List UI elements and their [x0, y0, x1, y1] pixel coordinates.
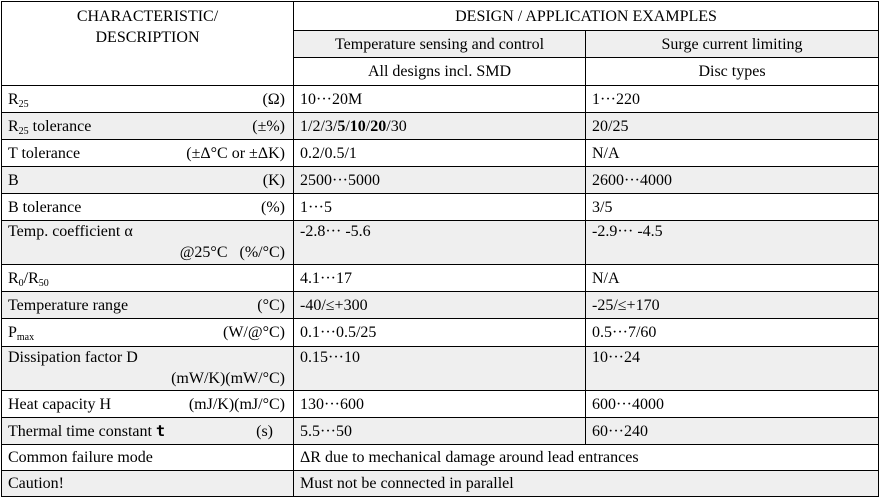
unit: (K)	[262, 171, 285, 189]
value-col2: 1···220	[586, 86, 879, 113]
label-rest: tolerance	[28, 117, 92, 135]
row-caution	[2, 471, 879, 497]
label-r0-r50	[2, 265, 294, 292]
value-col2: -2.9··· -4.5	[586, 221, 879, 265]
unit: (±%)	[252, 117, 285, 135]
col2-subtitle: Disc types	[586, 58, 879, 86]
value-col1: 4.1···17	[294, 265, 586, 292]
value-col1: 0.15···10	[294, 347, 586, 391]
label-text: Temp. coefficient α	[8, 223, 133, 240]
value-col1: 2500···5000	[294, 167, 586, 194]
value-col2: 3/5	[586, 194, 879, 221]
value-col2: 600···4000	[586, 391, 879, 418]
value-col1: 5.5···50	[294, 418, 586, 445]
value-col2: -25/≤+170	[586, 292, 879, 319]
col1-title: Temperature sensing and control	[294, 31, 586, 58]
label-t-tolerance	[2, 140, 294, 167]
value-col2: 60···240	[586, 418, 879, 445]
row-temp-coefficient	[2, 221, 879, 265]
unit: (W/@°C)	[222, 324, 285, 341]
characteristic-header-line1: CHARACTERISTIC/	[76, 8, 219, 25]
unit: (mW/K)(mW/°C)	[171, 370, 285, 387]
row-temperature-range	[2, 292, 879, 319]
value-col1: 0.2/0.5/1	[294, 140, 586, 167]
value-part: /	[345, 117, 350, 135]
value-col2: N/A	[586, 140, 879, 167]
label-b	[2, 167, 294, 194]
row-dissipation-factor	[2, 347, 879, 391]
label-subscript: 50	[38, 277, 49, 289]
col2-title: Surge current limiting	[586, 31, 879, 58]
tau-symbol: t	[155, 421, 165, 440]
row-thermal-time-constant	[2, 418, 879, 445]
label-subscript: 25	[18, 125, 29, 137]
value-part-bold: 10	[349, 117, 366, 135]
label-pmax	[2, 319, 294, 347]
label-text: T tolerance	[8, 144, 81, 162]
value-col1: 130···600	[294, 391, 586, 418]
label-text: Thermal time constant	[8, 422, 156, 440]
value-col1: 10···20M	[294, 86, 586, 113]
unit: (°C)	[257, 296, 285, 314]
label-text: Temperature range	[8, 296, 129, 314]
value-col1: -40/≤+300	[294, 292, 586, 319]
value-col1: 1···5	[294, 194, 586, 221]
row-b-tolerance	[2, 194, 879, 221]
value-part-bold: 5	[337, 117, 346, 135]
value-col2: N/A	[586, 265, 879, 292]
unit: (Ω)	[262, 90, 285, 108]
value-part: /30	[386, 117, 407, 135]
characteristic-header	[2, 2, 294, 86]
value-failure-mode: ΔR due to mechanical damage around lead entrances	[294, 445, 879, 471]
label-text: R	[8, 269, 19, 287]
label-heat-capacity	[2, 391, 294, 418]
unit: (%)	[261, 198, 285, 216]
value-col1: -2.8··· -5.6	[294, 221, 586, 265]
design-header: DESIGN / APPLICATION EXAMPLES	[294, 2, 879, 31]
row-pmax	[2, 319, 879, 347]
label-text: R	[8, 90, 19, 108]
col1-subtitle: All designs incl. SMD	[294, 58, 586, 86]
unit: (s)	[256, 422, 273, 440]
label-text: B	[8, 171, 19, 189]
label-failure-mode: Common failure mode	[2, 445, 294, 471]
value-col2: 10···24	[586, 347, 879, 391]
value-part-bold: 20	[370, 117, 387, 135]
value-part: /	[365, 117, 371, 135]
value-col1	[294, 113, 586, 140]
label-subscript: max	[16, 332, 35, 343]
value-caution: Must not be connected in parallel	[294, 471, 879, 497]
row-heat-capacity	[2, 391, 879, 418]
value-col2: 20/25	[586, 113, 879, 140]
row-failure-mode	[2, 445, 879, 471]
label-b-tolerance	[2, 194, 294, 221]
unit: @25°C (%/°C)	[179, 244, 285, 261]
value-col2: 2600···4000	[586, 167, 879, 194]
label-temp-coefficient	[2, 221, 294, 265]
label-subscript: 0	[18, 277, 24, 289]
specification-table	[1, 1, 879, 497]
label-text: /R	[23, 269, 39, 287]
value-col1: 0.1···0.5/25	[294, 319, 586, 347]
row-r25	[2, 86, 879, 113]
row-r0-r50	[2, 265, 879, 292]
label-dissipation-factor	[2, 347, 294, 391]
label-text: R	[8, 117, 19, 135]
value-col2: 0.5···7/60	[586, 319, 879, 347]
label-thermal-time-constant	[2, 418, 294, 445]
row-t-tolerance	[2, 140, 879, 167]
value-part: 1/2/3/	[300, 117, 338, 135]
label-temperature-range	[2, 292, 294, 319]
label-r25-tolerance	[2, 113, 294, 140]
label-text: B tolerance	[8, 198, 82, 216]
row-b	[2, 167, 879, 194]
unit: (±Δ°C or ±ΔK)	[186, 144, 285, 162]
characteristic-header-line2: DESCRIPTION	[95, 29, 200, 46]
label-text: Dissipation factor D	[8, 349, 138, 366]
label-r25	[2, 86, 294, 113]
label-subscript: 25	[18, 98, 29, 110]
unit: (mJ/K)(mJ/°C)	[188, 395, 285, 413]
label-text: P	[8, 324, 17, 341]
label-text: Heat capacity H	[8, 395, 112, 413]
label-caution: Caution!	[2, 471, 294, 497]
row-r25-tolerance	[2, 113, 879, 140]
